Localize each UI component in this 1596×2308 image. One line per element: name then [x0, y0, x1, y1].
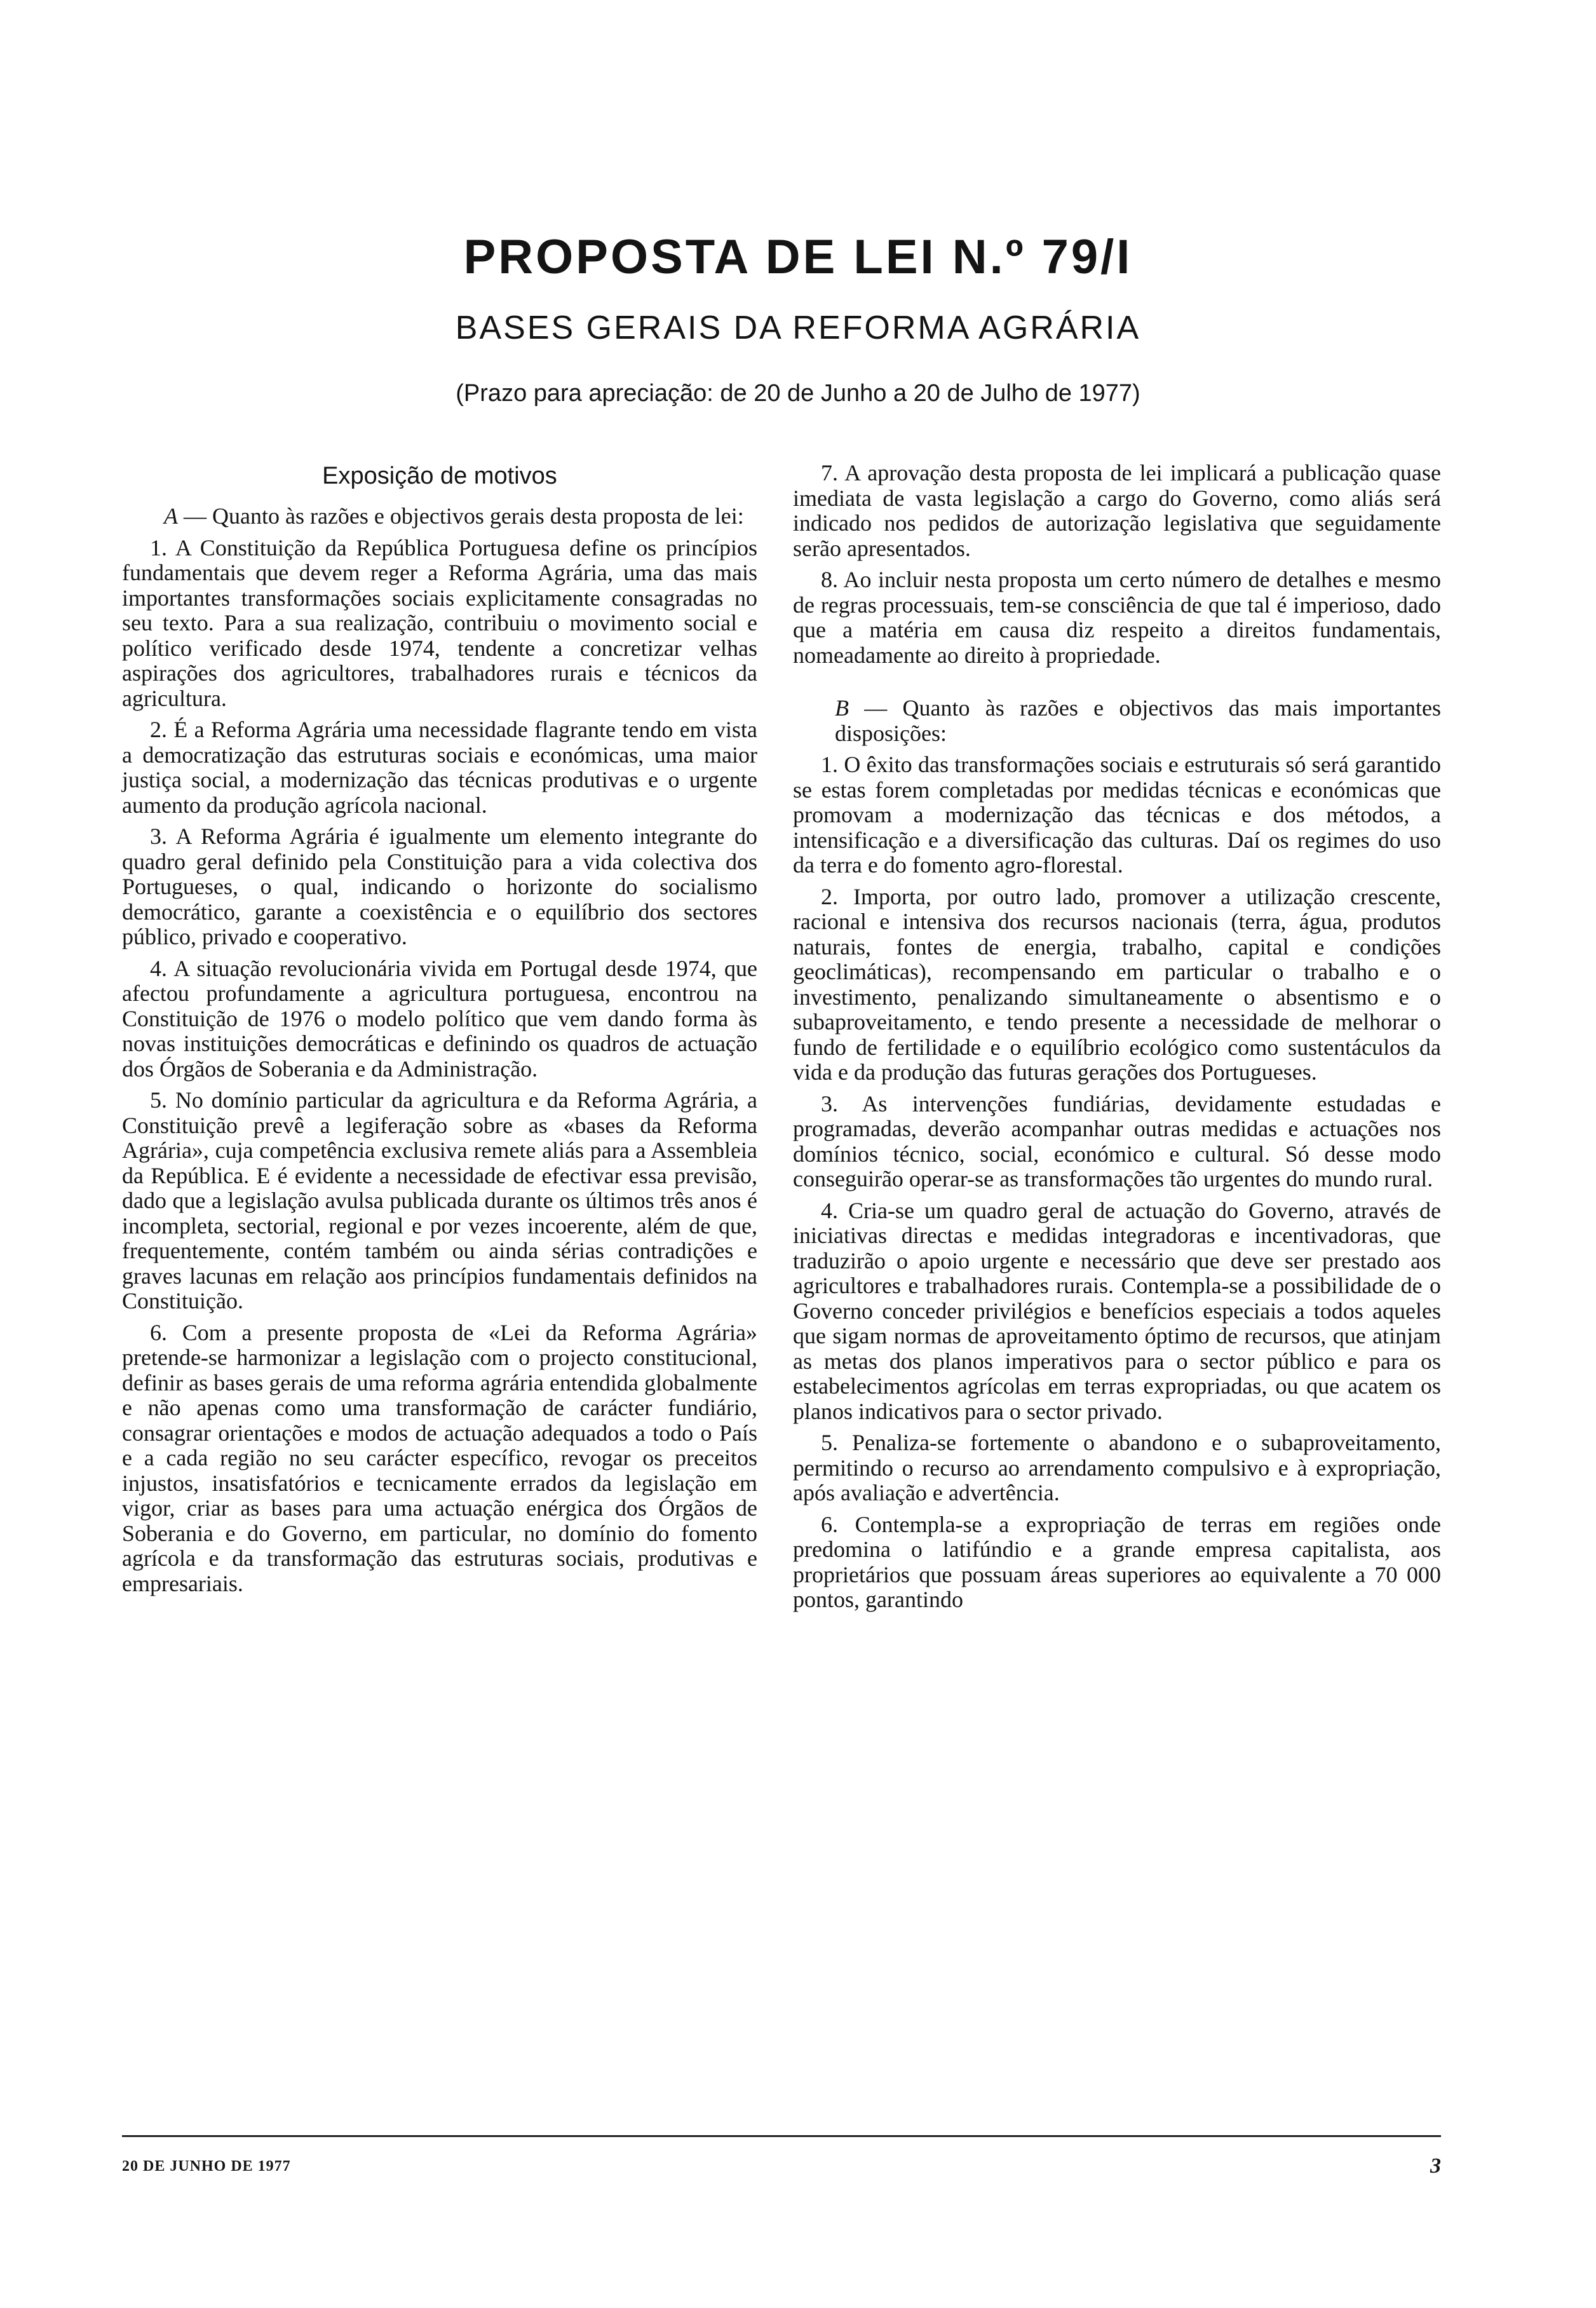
section-b-letter: B [835, 695, 849, 721]
section-b-intro [793, 696, 1441, 746]
paragraph-1: 1. A Constituição da República Portuguesa define os princípios fundamentais que devem reger a Reforma Agrária, uma das mais importantes transformações sociais explicitamente consagradas no seu texto. Para a sua realização, contribuiu o movimento social e político verificado desde 1974, tendente a concretizar velhas aspirações dos agricultores, trabalhadores rurais e técnicos da agricultura. [122, 534, 757, 711]
paragraph-3: 3. A Reforma Agrária é igualmente um elemento integrante do quadro geral definido pela Constituição para a vida colectiva dos Portugueses, o qual, indicando o horizonte do socialismo democrático, garante a coexistência e o equilíbrio dos sectores público, privado e cooperativo. [122, 824, 757, 949]
paragraph-b3: 3. As intervenções fundiárias, devidamente estudadas e programadas, deverão acompanhar outras medidas e actuações nos domínios técnico, social, económico e cultural. Só desse modo conseguirão operar-se as transformações tão urgentes do mundo rural. [793, 1090, 1441, 1191]
paragraph-4: 4. A situação revolucionária vivida em Portugal desde 1974, que afectou profundamente a agricultura portuguesa, encontrou na Constituição de 1976 o modelo político que vem dando forma às novas instituições democráticas e definindo os quadros de actuação dos Órgãos de Soberania e da Administração. [122, 955, 757, 1082]
section-heading: Exposição de motivos [322, 463, 557, 489]
section-a-text: — Quanto às razões e objectivos gerais desta proposta de lei: [178, 503, 744, 529]
paragraph-b4: 4. Cria-se um quadro geral de actuação do Governo, através de iniciativas directas e medidas integradoras e incentivadoras, que traduzirão o apoio urgente e necessário que deve ser prestado aos agricultores e trabalhadores rurais. Contempla-se a possibilidade de o Governo conceder privilégios e benefícios especiais a todos aqueles que sigam normas de aproveitamento óptimo de recursos, que atinjam as metas dos planos imperativos para o sector público e para os estabelecimentos agrícolas em terras expropriadas, ou que acatem os planos indicativos para o sector privado. [793, 1197, 1441, 1424]
paragraph-2: 2. É a Reforma Agrária uma necessidade flagrante tendo em vista a democratização das estruturas sociais e económicas, uma maior justiça social, a modernização das técnicas produtivas e o urgente aumento da produção agrícola nacional. [122, 717, 757, 818]
section-b-text: — Quanto às razões e objectivos das mais importantes disposições: [835, 695, 1441, 746]
appreciation-term: (Prazo para apreciação: de 20 de Junho a 20 de Julho de 1977) [456, 380, 1140, 407]
footer-date: 20 DE JUNHO DE 1977 [122, 2158, 291, 2175]
section-a-intro [122, 504, 757, 529]
paragraph-6: 6. Com a presente proposta de «Lei da Reforma Agrária» pretende-se harmonizar a legislação com o projecto constitucional, definir as bases gerais de uma reforma agrária entendida globalmente e não apenas como uma transformação de carácter fundiário, consagrar orientações e modos de actuação adequados a todo o País e a cada região no seu carácter específico, revogar os preceitos injustos, insatisfatórios e tecnicamente errados da legislação em vigor, criar as bases para uma actuação enérgica dos Órgãos de Soberania e do Governo, em particular, no domínio do fomento agrícola e da transformação das estruturas sociais, produtivas e empresariais. [122, 1319, 757, 1596]
paragraph-b6: 6. Contempla-se a expropriação de terras em regiões onde predomina o latifúndio e a grande empresa capitalista, aos proprietários que possuam áreas superiores ao equivalente a 70 000 pontos, garantindo [793, 1511, 1441, 1612]
right-column [793, 461, 1441, 1619]
paragraph-b1: 1. O êxito das transformações sociais e estruturais só será garantido se estas forem completadas por medidas técnicas e económicas que promovam a modernização das técnicas e dos métodos, a intensificação e a diversificação das culturas. Daí os regimes do uso da terra e do fomento agro-florestal. [793, 752, 1441, 878]
title-block [0, 229, 1596, 409]
footer-rule [122, 2135, 1441, 2137]
page-number: 3 [1430, 2154, 1441, 2178]
document-subtitle: BASES GERAIS DA REFORMA AGRÁRIA [455, 309, 1141, 346]
paragraph-b5: 5. Penaliza-se fortemente o abandono e o subaproveitamento, permitindo o recurso ao arrendamento compulsivo e à expropriação, após avaliação e advertência. [793, 1430, 1441, 1505]
paragraph-5: 5. No domínio particular da agricultura e da Reforma Agrária, a Constituição prevê a legiferação sobre as «bases da Reforma Agrária», cuja competência exclusiva remete aliás para a Assembleia da República. E é evidente a necessidade de efectivar essa previsão, dado que a legislação avulsa publicada durante os últimos três anos é incompleta, sectorial, regional e por vezes incoerente, além de que, frequentemente, contém também ou ainda sérias contradições e graves lacunas em relação aos princípios fundamentais definidos na Constituição. [122, 1087, 757, 1314]
section-a-letter: A [164, 503, 178, 529]
paragraph-b2: 2. Importa, por outro lado, promover a utilização crescente, racional e intensiva dos recursos nacionais (terra, água, produtos naturais, fontes de energia, trabalho, capital e condições geoclimáticas), recompensando em particular o trabalho e o investimento, penalizando simultaneamente o absentismo e o subaproveitamento, e tendo presente a necessidade de melhorar o fundo de fertilidade e o equilíbrio ecológico como sustentáculos da vida e da produção das futuras gerações dos Portugueses. [793, 883, 1441, 1085]
paragraph-8: 8. Ao incluir nesta proposta um certo número de detalhes e mesmo de regras processuais, tem-se consciência de que tal é imperioso, dado que a matéria em causa diz respeito a direitos fundamentais, nomeadamente ao direito à propriedade. [793, 567, 1441, 668]
paragraph-7: 7. A aprovação desta proposta de lei implicará a publicação quase imediata de vasta legislação a cargo do Governo, como aliás será indicado nos pedidos de autorização legislativa que seguidamente serão apresentados. [793, 460, 1441, 561]
document-title: PROPOSTA DE LEI N.º 79/I [463, 230, 1133, 284]
left-column [122, 461, 757, 1603]
